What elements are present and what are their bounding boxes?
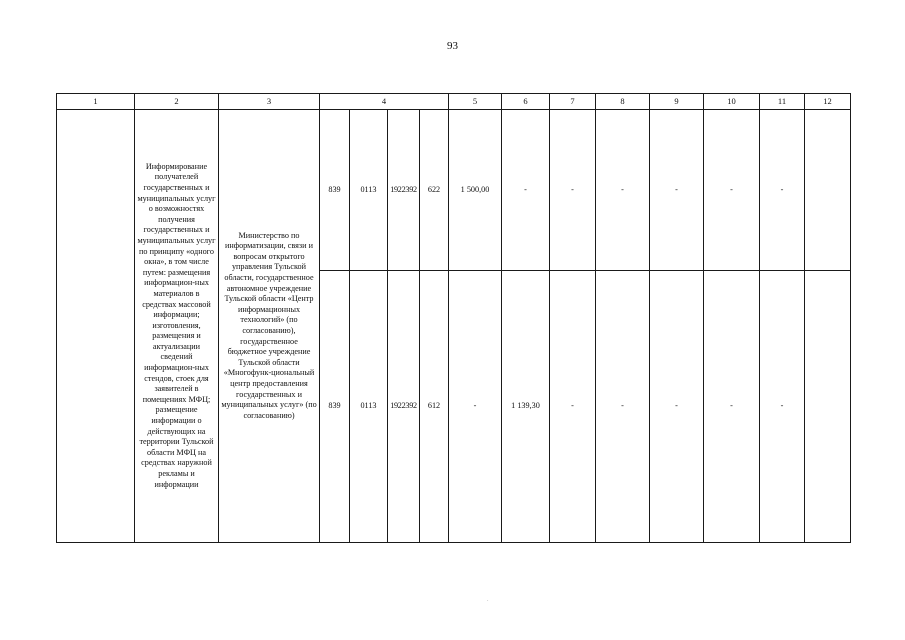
empty-number-cell: [57, 110, 135, 543]
header-cell-6: 6: [502, 94, 550, 110]
value-col-6: 1 139,30: [502, 271, 550, 543]
value-col-12: [805, 271, 851, 543]
section-code: 0113: [350, 110, 388, 271]
header-cell-10: 10: [704, 94, 760, 110]
value-col-7: -: [550, 271, 596, 543]
value-col-5: -: [449, 271, 502, 543]
header-cell-1: 1: [57, 94, 135, 110]
page-number: 93: [447, 40, 458, 52]
target-article-code: 1922392: [388, 110, 420, 271]
header-cell-4: 4: [320, 94, 449, 110]
section-code: 0113: [350, 271, 388, 543]
value-col-12: [805, 110, 851, 271]
value-col-8: -: [596, 271, 650, 543]
header-cell-11: 11: [760, 94, 805, 110]
header-cell-3: 3: [219, 94, 320, 110]
header-cell-8: 8: [596, 94, 650, 110]
value-col-11: -: [760, 110, 805, 271]
value-col-6: -: [502, 110, 550, 271]
budget-table: [56, 93, 851, 543]
value-col-8: -: [596, 110, 650, 271]
value-col-10: -: [704, 271, 760, 543]
expense-type-code: 622: [420, 110, 449, 271]
header-cell-7: 7: [550, 94, 596, 110]
table-row: [57, 110, 851, 271]
value-col-9: -: [650, 110, 704, 271]
measure-description: Информирование получателей государственных и муниципальных услуг о возможностях получения государственных и муниципальных услуг по принципу «одного окна», в том числе путем: размещения информацион-ных материалов в средствах массовой информации; изготовления, размещения и актуализации сведений информацион-ных стендов, стоек для заявителей в помещениях МФЦ; размещение информации о действующих на территории Тульской области МФЦ на средствах наружной рекламы и информации: [135, 110, 219, 543]
grbs-code: 839: [320, 110, 350, 271]
header-cell-5: 5: [449, 94, 502, 110]
scan-speck: .: [487, 597, 489, 603]
value-col-7: -: [550, 110, 596, 271]
executor-cell: Министерство по информатизации, связи и вопросам открытого управления Тульской области, государственное автономное учреждение Тульской области «Центр информационных технологий» (по согласованию), государственное бюджетное учреждение Тульской области «Многофунк-циональный центр предоставления государственных и муниципальных услуг» (по согласованию): [219, 110, 320, 543]
grbs-code: 839: [320, 271, 350, 543]
expense-type-code: 612: [420, 271, 449, 543]
value-col-5: 1 500,00: [449, 110, 502, 271]
value-col-9: -: [650, 271, 704, 543]
value-col-11: -: [760, 271, 805, 543]
header-cell-9: 9: [650, 94, 704, 110]
header-row: [57, 94, 851, 110]
value-col-10: -: [704, 110, 760, 271]
header-cell-12: 12: [805, 94, 851, 110]
target-article-code: 1922392: [388, 271, 420, 543]
header-cell-2: 2: [135, 94, 219, 110]
